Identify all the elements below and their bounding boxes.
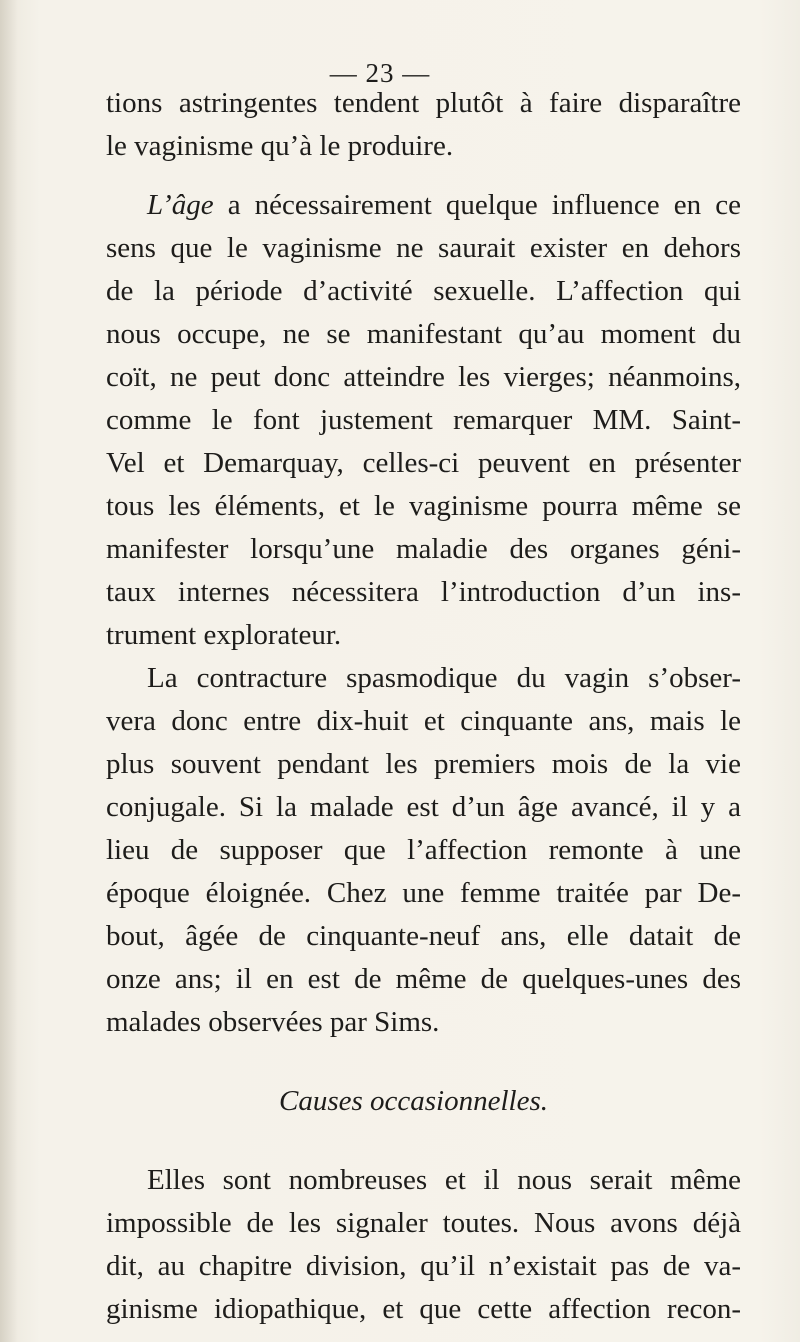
text-line: bout, âgée de cinquante-neuf ans, elle datait de (106, 920, 741, 952)
text-line: de la période d’activité sexuelle. L’affection qui (106, 275, 741, 307)
text-line: malades observées par Sims. (106, 1006, 440, 1038)
text-line: nous occupe, ne se manifestant qu’au moment du (106, 318, 741, 350)
text-line: conjugale. Si la malade est d’un âge avancé, il y a (106, 791, 741, 823)
section-spacer (106, 1044, 741, 1080)
body-text (106, 82, 741, 1331)
text-line: Vel et Demarquay, celles-ci peuvent en présenter (106, 447, 741, 479)
text-line: comme le font justement remarquer MM. Saint- (106, 404, 741, 436)
text-run: a nécessairement quelque influence en ce (213, 189, 741, 221)
page-number: — 23 — (329, 58, 431, 88)
text-line: impossible de les signaler toutes. Nous avons déjà (106, 1207, 741, 1239)
text-line: Elles sont nombreuses et il nous serait même (147, 1164, 741, 1196)
text-line: tous les éléments, et le vaginisme pourra même se (106, 490, 741, 522)
text-line: époque éloignée. Chez une femme traitée par De- (106, 877, 741, 909)
section-heading: Causes occasionnelles. (278, 1085, 548, 1117)
text-line: La contracture spasmodique du vagin s’obser- (147, 662, 741, 694)
text-line: taux internes nécessitera l’introduction d’un ins- (106, 576, 741, 608)
text-line: ginisme idiopathique, et que cette affection recon- (106, 1293, 741, 1325)
text-line: onze ans; il en est de même de quelques-unes des (106, 963, 741, 995)
text-line: le vaginisme qu’à le produire. (106, 130, 454, 162)
text-line: sens que le vaginisme ne saurait exister en dehors (106, 232, 741, 264)
text-line: vera donc entre dix-huit et cinquante ans, mais le (106, 705, 741, 737)
paragraph-1 (106, 82, 741, 168)
text-line: lieu de supposer que l’affection remonte à une (106, 834, 741, 866)
text-line: manifester lorsqu’une maladie des organes géni- (106, 533, 741, 565)
text-line: trument explorateur. (106, 619, 342, 651)
emphasis-text: L’âge (147, 189, 214, 221)
paragraph-spacer (106, 168, 741, 184)
text-line: plus souvent pendant les premiers mois de la vie (106, 748, 741, 780)
paragraph-2 (106, 184, 741, 657)
section-spacer (106, 1123, 741, 1159)
paragraph-4 (106, 1159, 741, 1331)
text-line (106, 184, 741, 227)
text-line: tions astringentes tendent plutôt à faire disparaître (106, 87, 741, 119)
paragraph-3 (106, 657, 741, 1044)
text-line: dit, au chapitre division, qu’il n’existait pas de va- (106, 1250, 741, 1282)
page-gutter-shadow (0, 0, 18, 1342)
text-line: coït, ne peut donc atteindre les vierges; néanmoins, (106, 361, 741, 393)
